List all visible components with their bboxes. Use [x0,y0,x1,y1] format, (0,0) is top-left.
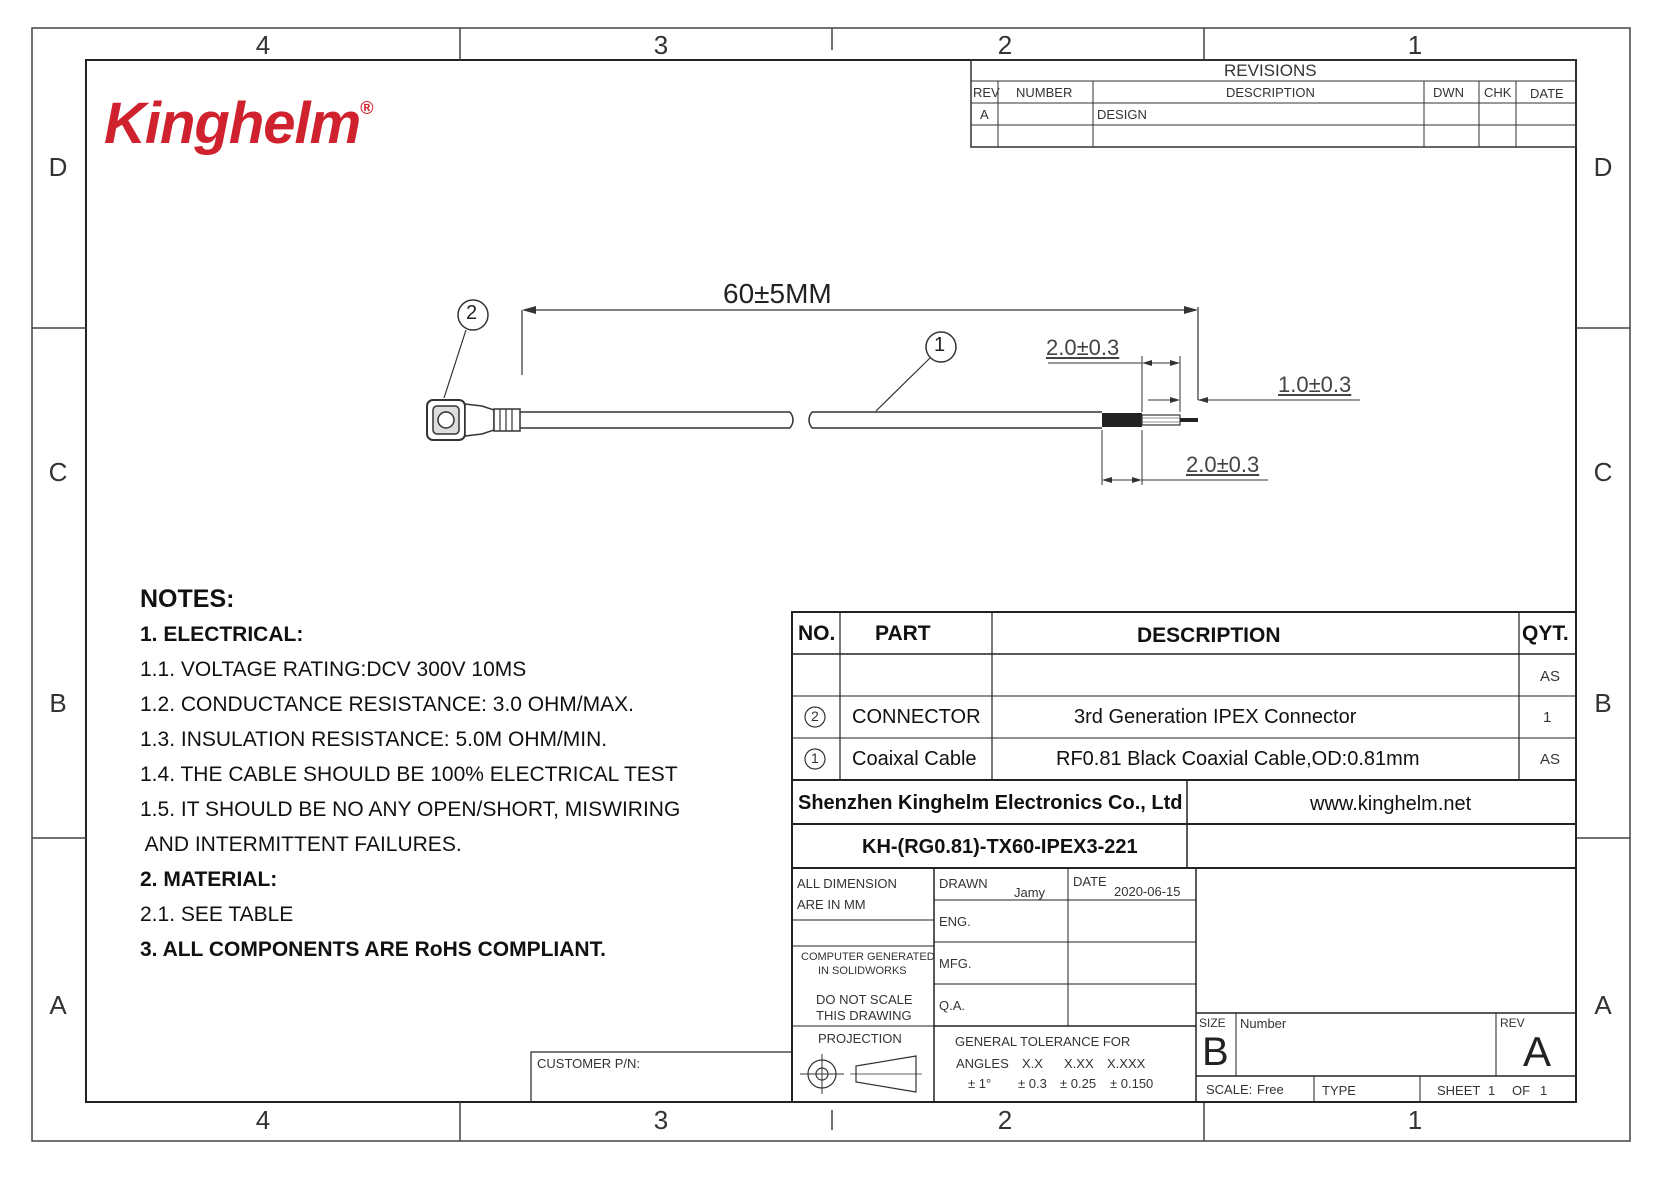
bom-header-description: DESCRIPTION [1137,624,1281,647]
zone-bottom-2: 2 [997,1105,1013,1135]
note-line: 1.5. IT SHOULD BE NO ANY OPEN/SHORT, MISWIRING [140,798,681,821]
zone-top-3: 3 [653,30,669,60]
date-label: DATE [1073,874,1107,889]
scale-value: Free [1257,1082,1284,1097]
scale-label: SCALE: [1206,1082,1253,1097]
zone-left-B: B [49,688,67,718]
xxx-label: X.XXX [1107,1056,1146,1071]
note-line: 3. ALL COMPONENTS ARE RoHS COMPLIANT. [140,938,606,961]
rev-label: REV [1500,1016,1525,1030]
balloon-cable-label: 1 [934,334,946,356]
angles-tolerance: ± 1° [968,1076,992,1091]
in-solidworks-label: IN SOLIDWORKS [818,965,907,977]
balloon-connector-label: 2 [466,302,478,324]
size-label: SIZE [1199,1016,1226,1030]
sheet-label: SHEET [1437,1083,1481,1098]
zone-right-A: A [1594,990,1612,1020]
notes-title: NOTES: [140,585,235,613]
bom-row-qty: 1 [1543,709,1552,726]
are-in-mm-label: ARE IN MM [797,897,866,912]
zone-bottom-4: 4 [255,1105,271,1135]
bom-header-part: PART [875,622,931,645]
rev-row-description: DESIGN [1097,107,1147,122]
strip-dimension-3: 2.0±0.3 [1186,452,1260,477]
zone-left-A: A [49,990,67,1020]
qa-label: Q.A. [939,998,966,1013]
zone-right-D: D [1593,152,1613,182]
zone-top-4: 4 [255,30,271,60]
x-tolerance: ± 0.3 [1018,1076,1047,1091]
zone-top-2: 2 [997,30,1013,60]
type-label: TYPE [1322,1083,1356,1098]
this-drawing-label: THIS DRAWING [816,1008,912,1023]
company-website: www.kinghelm.net [1310,793,1472,815]
bom-row-part: CONNECTOR [852,706,981,728]
x-label: X.X [1022,1056,1043,1071]
of-label: OF [1512,1083,1531,1098]
xx-label: X.XX [1064,1056,1094,1071]
company-name: Shenzhen Kinghelm Electronics Co., Ltd [798,792,1183,814]
note-line: 1.2. CONDUCTANCE RESISTANCE: 3.0 OHM/MAX. [140,693,634,716]
zone-bottom-1: 1 [1407,1105,1423,1135]
revisions-title: REVISIONS [1224,61,1317,80]
part-number: KH-(RG0.81)-TX60-IPEX3-221 [862,836,1138,858]
kinghelm-logo: Kinghelm® [104,91,373,156]
note-line: 1.4. THE CABLE SHOULD BE 100% ELECTRICAL TEST [140,763,678,786]
bom-header-no: NO. [798,622,836,645]
of-value: 1 [1540,1083,1548,1098]
projection-label: PROJECTION [818,1031,902,1046]
zone-right-B: B [1594,688,1612,718]
bom-row-qty: AS [1540,668,1561,685]
zone-top-1: 1 [1407,30,1423,60]
note-line: 1. ELECTRICAL: [140,623,304,646]
rev-header-chk: CHK [1484,85,1512,100]
do-not-scale-label: DO NOT SCALE [816,992,913,1007]
note-line: 2.1. SEE TABLE [140,903,294,926]
note-line: 1.3. INSULATION RESISTANCE: 5.0M OHM/MIN. [140,728,608,751]
xxx-tolerance: ± 0.150 [1110,1076,1154,1091]
xx-tolerance: ± 0.25 [1060,1076,1097,1091]
tolerance-title: GENERAL TOLERANCE FOR [955,1034,1131,1049]
bom-header-qty: QYT. [1522,622,1569,645]
all-dimension-label: ALL DIMENSION [797,876,897,891]
rev-header-description: DESCRIPTION [1226,85,1315,100]
length-dimension: 60±5MM [723,278,832,309]
note-line: AND INTERMITTENT FAILURES. [140,833,462,856]
bom-row-no: 1 [811,750,819,766]
notes-section [140,582,680,967]
note-line: 2. MATERIAL: [140,868,278,891]
rev-header-dwn: DWN [1433,85,1465,100]
zone-bottom-3: 3 [653,1105,669,1135]
strip-dimension-2: 1.0±0.3 [1278,372,1352,397]
drawn-label: DRAWN [939,876,988,891]
angles-label: ANGLES [956,1056,1009,1071]
rev-row-rev: A [980,107,989,122]
computer-generated-label: COMPUTER GENERATED [801,951,935,963]
bom-row-description: RF0.81 Black Coaxial Cable,OD:0.81mm [1056,748,1420,770]
drawing-date: 2020-06-15 [1114,884,1181,899]
size-value: B [1202,1030,1229,1074]
zone-left-D: D [48,152,68,182]
customer-pn-label: CUSTOMER P/N: [537,1056,641,1071]
bom-row-no: 2 [811,708,819,724]
strip-dimension-1: 2.0±0.3 [1046,335,1120,360]
ipex-connector-shape [427,400,520,440]
eng-label: ENG. [939,914,971,929]
mfg-label: MFG. [939,956,972,971]
rev-header-number: NUMBER [1016,85,1073,100]
number-label: Number [1240,1016,1287,1031]
zone-right-C: C [1593,457,1613,487]
zone-left-C: C [48,457,68,487]
note-line: 1.1. VOLTAGE RATING:DCV 300V 10MS [140,658,527,681]
bom-row-qty: AS [1540,751,1561,768]
drawn-by: Jamy [1014,885,1046,900]
rev-value: A [1523,1028,1552,1075]
bom-row-description: 3rd Generation IPEX Connector [1074,706,1357,728]
sheet-value: 1 [1488,1083,1496,1098]
rev-header-rev: REV [973,85,1000,100]
rev-header-date: DATE [1530,86,1564,101]
bom-row-part: Coaixal Cable [852,748,977,770]
